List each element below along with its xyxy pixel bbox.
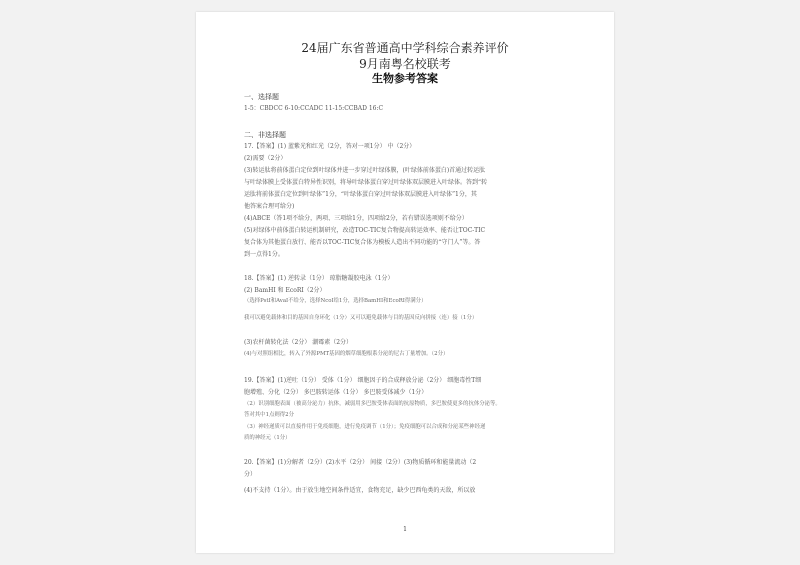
q17-line: 17.【答案】(1) 蓝紫光和红光（2分，答对一项1分） 中（2分） — [244, 143, 416, 150]
q17-line: (2)需要（2分） — [244, 155, 287, 162]
q17-line: 到一点得1分。 — [244, 251, 284, 258]
q19-line: （2）识别细胞表面（被高分泌力）抗体，减弱用多巴胺受体表面的抗原物质，多巴胺使更多的抗体分泌等。 — [244, 401, 501, 407]
q18-line: (4)与对照组相比，转入了外源PMT基因的烟草细胞根系分泌的尼古丁量增加。（2分） — [244, 351, 449, 357]
page-number: 1 — [403, 526, 407, 533]
q18-line: （选择PstI和AvaI不给分，选择NcoI给1分，选择BamHI和EcoRI得满分） — [244, 298, 427, 304]
q19-line: 质的神经元（1分） — [244, 435, 291, 441]
q17-line: 复合体为其他蛋白放行、能否以TOC-TIC复合体为模板人造出不同功能的“守门人”等。答 — [244, 239, 481, 246]
q18-line: (3)农杆菌转化法（2分） 潮霉素（2分） — [244, 339, 353, 346]
q19-line: 19.【答案】(1)逆吐（1分） 受体（1分） 细胞因子的合成释放分泌（2分） 细胞毒性T细 — [244, 377, 482, 384]
q17-line: (5)对绿体中前体蛋白转运机制研究，改造TOC-TIC复合物提高转运效率、能否让TOC-TIC — [244, 227, 486, 234]
q20-line: (4)不支持（1分）。由于放生地空间条件适宜，食物充足，缺少巴西龟类的天敌，所以放 — [244, 487, 476, 494]
section1-heading: 一、选择题 — [244, 93, 279, 101]
q20-line: 分） — [244, 471, 257, 478]
section2-heading: 二、非选择题 — [244, 131, 286, 139]
q17-line: (4)ABCE（答1项不给分，两项、三项给1分，四项给2分，若有错误选项则不给分） — [244, 215, 468, 222]
q17-line: (3)转运肽将前体蛋白定位到叶绿体并进一步穿过叶绿体膜，(叶绿体前体蛋白)首通过转运肽 — [244, 167, 486, 174]
q17-line: 他答案合理可给分) — [244, 203, 295, 210]
q20-line: 20.【答案】(1)分解者（2分）(2)水平（2分） 间接（2分）(3)物质循环和能量流动（2 — [244, 459, 477, 466]
q17-line: 运肽将前体蛋白定位到叶绿体”1分，“叶绿体蛋白穿过叶绿体双层膜进入叶绿体”1分，其 — [244, 191, 477, 198]
q17-line: 与叶绿体膜上受体蛋白特异性识别，将导叶绿体蛋白穿过叶绿体双层膜进入叶绿体。答到“转 — [244, 179, 488, 186]
doc-subtitle: 9月南粤名校联考 — [359, 57, 451, 71]
doc-heading: 生物参考答案 — [372, 72, 438, 85]
document-page — [196, 12, 614, 553]
choice-answers: 1-5：CBDCC 6-10:CCADC 11-15:CCBAD 16:C — [244, 105, 384, 112]
q18-line: 18.【答案】(1) 逆转录（1分） 琼脂糖凝胶电泳（1分） — [244, 275, 394, 282]
q19-line: 答对其中1点则得2分 — [244, 412, 294, 418]
q18-line: 我可以避免载体和目的基因自身环化（1分）又可以避免载体与目的基因反向拼接（连）接（1分） — [244, 315, 478, 321]
q18-line: (2) BamHI 和 EcoRI（2分） — [244, 287, 326, 294]
q19-line: 胞增殖、分化（2分） 多巴胺转运体（1分） 多巴胺受体减少（1分） — [244, 389, 428, 396]
q19-line: （3）神经递质可以直接作用于免疫细胞，进行免疫调节（1分）；免疫细胞可以合成和分泌某些神经递 — [244, 424, 486, 430]
doc-title: 24届广东省普通高中学科综合素养评价 — [301, 41, 509, 55]
